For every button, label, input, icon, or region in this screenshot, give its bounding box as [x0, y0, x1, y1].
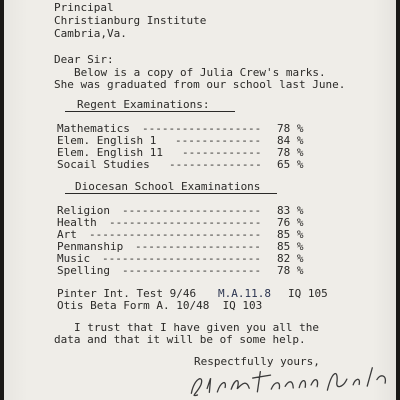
- leader-dashes: --------------: [169, 158, 262, 171]
- sign-off: Respectfully yours,: [194, 355, 320, 368]
- diocesan-row-spelling: [57, 265, 317, 277]
- subject-label: Music: [57, 252, 91, 265]
- score-value: 78 %: [277, 122, 304, 135]
- subject-label: Penmanship: [57, 240, 124, 253]
- recipient-title: Principal: [54, 1, 114, 14]
- leader-dashes: ---------------------: [122, 204, 262, 217]
- regent-section-title: Regent Examinations:: [77, 98, 210, 111]
- subject-label: Mathematics: [57, 122, 130, 135]
- leader-dashes: ------------------: [142, 122, 262, 135]
- score-value: 85 %: [277, 228, 304, 241]
- diocesan-section-title: Diocesan School Examinations: [75, 180, 261, 193]
- score-value: 83 %: [277, 204, 304, 217]
- leader-dashes: -------------: [175, 134, 262, 147]
- subject-label: Art: [57, 228, 77, 241]
- regent-title-underline: [65, 111, 235, 112]
- score-value: 78 %: [277, 264, 304, 277]
- salutation: Dear Sir:: [54, 53, 114, 66]
- pinter-iq: IQ 105: [288, 287, 328, 300]
- intro-line-1: Below is a copy of Julia Crew's marks.: [74, 66, 326, 79]
- score-value: 85 %: [277, 240, 304, 253]
- score-value: 76 %: [277, 216, 304, 229]
- score-value: 84 %: [277, 134, 304, 147]
- leader-dashes: -------------------: [135, 240, 261, 253]
- letter-page: [4, 0, 396, 400]
- score-value: 82 %: [277, 252, 304, 265]
- subject-label: Elem. English 1: [57, 134, 157, 147]
- recipient-institution: Christianburg Institute: [54, 14, 207, 27]
- subject-label: Socail Studies: [57, 158, 150, 171]
- closing-line-1: I trust that I have given you all the: [74, 321, 320, 334]
- leader-dashes: ---------------------: [122, 264, 262, 277]
- subject-label: Religion: [57, 204, 110, 217]
- pinter-test-label: Pinter Int. Test 9/46: [57, 287, 197, 300]
- subject-label: Elem. English 11: [57, 146, 163, 159]
- score-value: 78 %: [277, 146, 304, 159]
- pinter-mental-age: M.A.11.8: [218, 287, 271, 300]
- recipient-address: Cambria,Va.: [54, 27, 127, 40]
- subject-label: Spelling: [57, 264, 110, 277]
- leader-dashes: -----------------------: [109, 216, 262, 229]
- otis-test-line: Otis Beta Form A. 10/48 IQ 103: [57, 299, 263, 312]
- leader-dashes: ------------: [182, 146, 262, 159]
- leader-dashes: --------------------------: [89, 228, 262, 241]
- subject-label: Health: [57, 216, 97, 229]
- intro-line-2: She was graduated from our school last June.: [54, 78, 346, 91]
- leader-dashes: ------------------------: [102, 252, 261, 265]
- regent-row-social-studies: [57, 159, 317, 171]
- closing-line-2: data and that it will be of some help.: [54, 333, 306, 346]
- diocesan-title-underline: [65, 193, 277, 194]
- score-value: 65 %: [277, 158, 304, 171]
